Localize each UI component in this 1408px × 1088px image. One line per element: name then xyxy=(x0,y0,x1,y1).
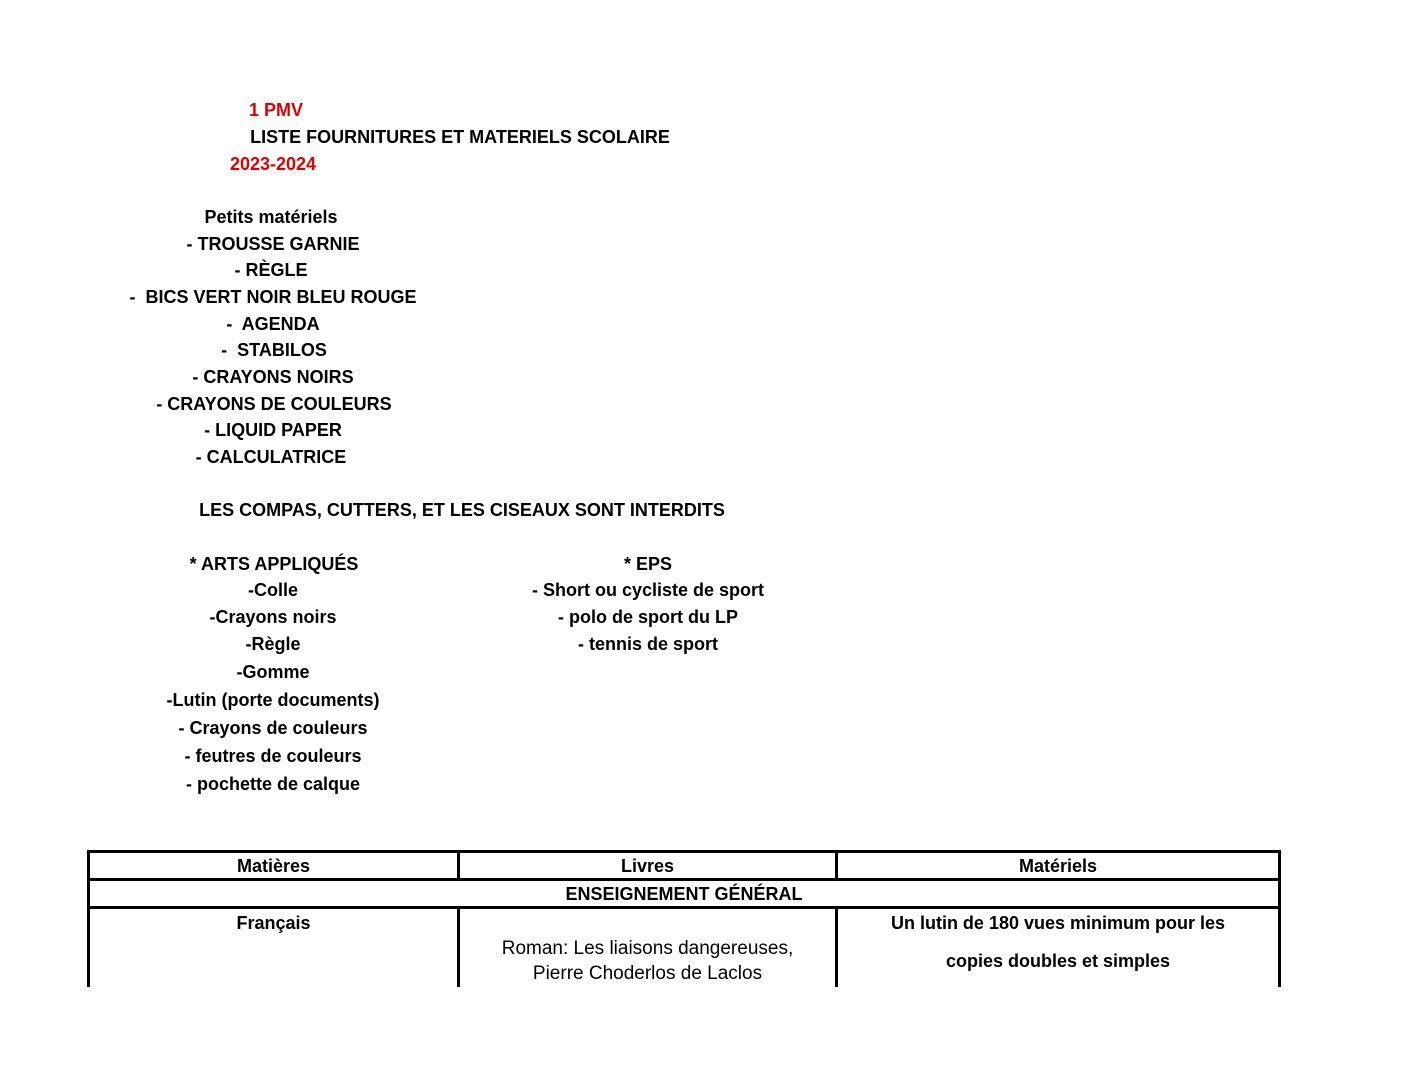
eps-heading: * EPS xyxy=(623,554,673,574)
petits-materiels-heading: Petits matériels xyxy=(204,207,338,227)
list-item: - Short ou cycliste de sport xyxy=(531,580,765,600)
list-item: - CALCULATRICE xyxy=(195,447,347,467)
list-item: -Règle xyxy=(245,634,301,654)
list-item: - TROUSSE GARNIE xyxy=(186,234,360,254)
list-item: - CRAYONS NOIRS xyxy=(192,367,354,387)
list-item: - tennis de sport xyxy=(577,634,719,654)
table-header-materiels: Matériels xyxy=(1018,856,1098,876)
list-item: - RÈGLE xyxy=(234,260,308,280)
list-item: - polo de sport du LP xyxy=(558,607,738,627)
list-item: - pochette de calque xyxy=(185,774,361,794)
list-item: - STABILOS xyxy=(221,340,327,360)
table-cell-materiel-line1: Un lutin de 180 vues minimum pour les xyxy=(890,913,1226,933)
table-section-title: ENSEIGNEMENT GÉNÉRAL xyxy=(565,884,803,904)
table-cell-livre-line1: Roman: Les liaisons dangereuses, xyxy=(501,938,794,959)
list-item: -Lutin (porte documents) xyxy=(166,690,380,710)
list-item: - feutres de couleurs xyxy=(184,746,362,766)
list-item: -Crayons noirs xyxy=(209,607,337,627)
table-cell-matiere: Français xyxy=(236,913,311,933)
list-item: -Colle xyxy=(247,580,299,600)
list-item: - AGENDA xyxy=(226,314,320,334)
supplies-table xyxy=(87,850,1281,987)
list-item: - LIQUID PAPER xyxy=(204,420,342,440)
table-border-right xyxy=(1278,850,1281,987)
page-title: LISTE FOURNITURES ET MATERIELS SCOLAIRE xyxy=(250,127,670,147)
table-cell-livre-line2: Pierre Choderlos de Laclos xyxy=(532,963,763,984)
table-row-divider xyxy=(87,878,1281,881)
table-border-top xyxy=(87,850,1281,853)
forbidden-items-notice: LES COMPAS, CUTTERS, ET LES CISEAUX SONT INTERDITS xyxy=(199,500,725,520)
list-item: - CRAYONS DE COULEURS xyxy=(156,394,392,414)
table-header-livres: Livres xyxy=(620,856,675,876)
list-item: -Gomme xyxy=(236,662,310,682)
arts-heading: * ARTS APPLIQUÉS xyxy=(189,554,359,574)
class-code: 1 PMV xyxy=(248,100,304,120)
list-item: - Crayons de couleurs xyxy=(178,718,368,738)
list-item: - BICS VERT NOIR BLEU ROUGE xyxy=(129,287,417,307)
table-header-matieres: Matières xyxy=(236,856,311,876)
school-year: 2023-2024 xyxy=(229,154,317,174)
table-row-divider xyxy=(87,906,1281,909)
table-cell-materiel-line2: copies doubles et simples xyxy=(945,951,1171,971)
